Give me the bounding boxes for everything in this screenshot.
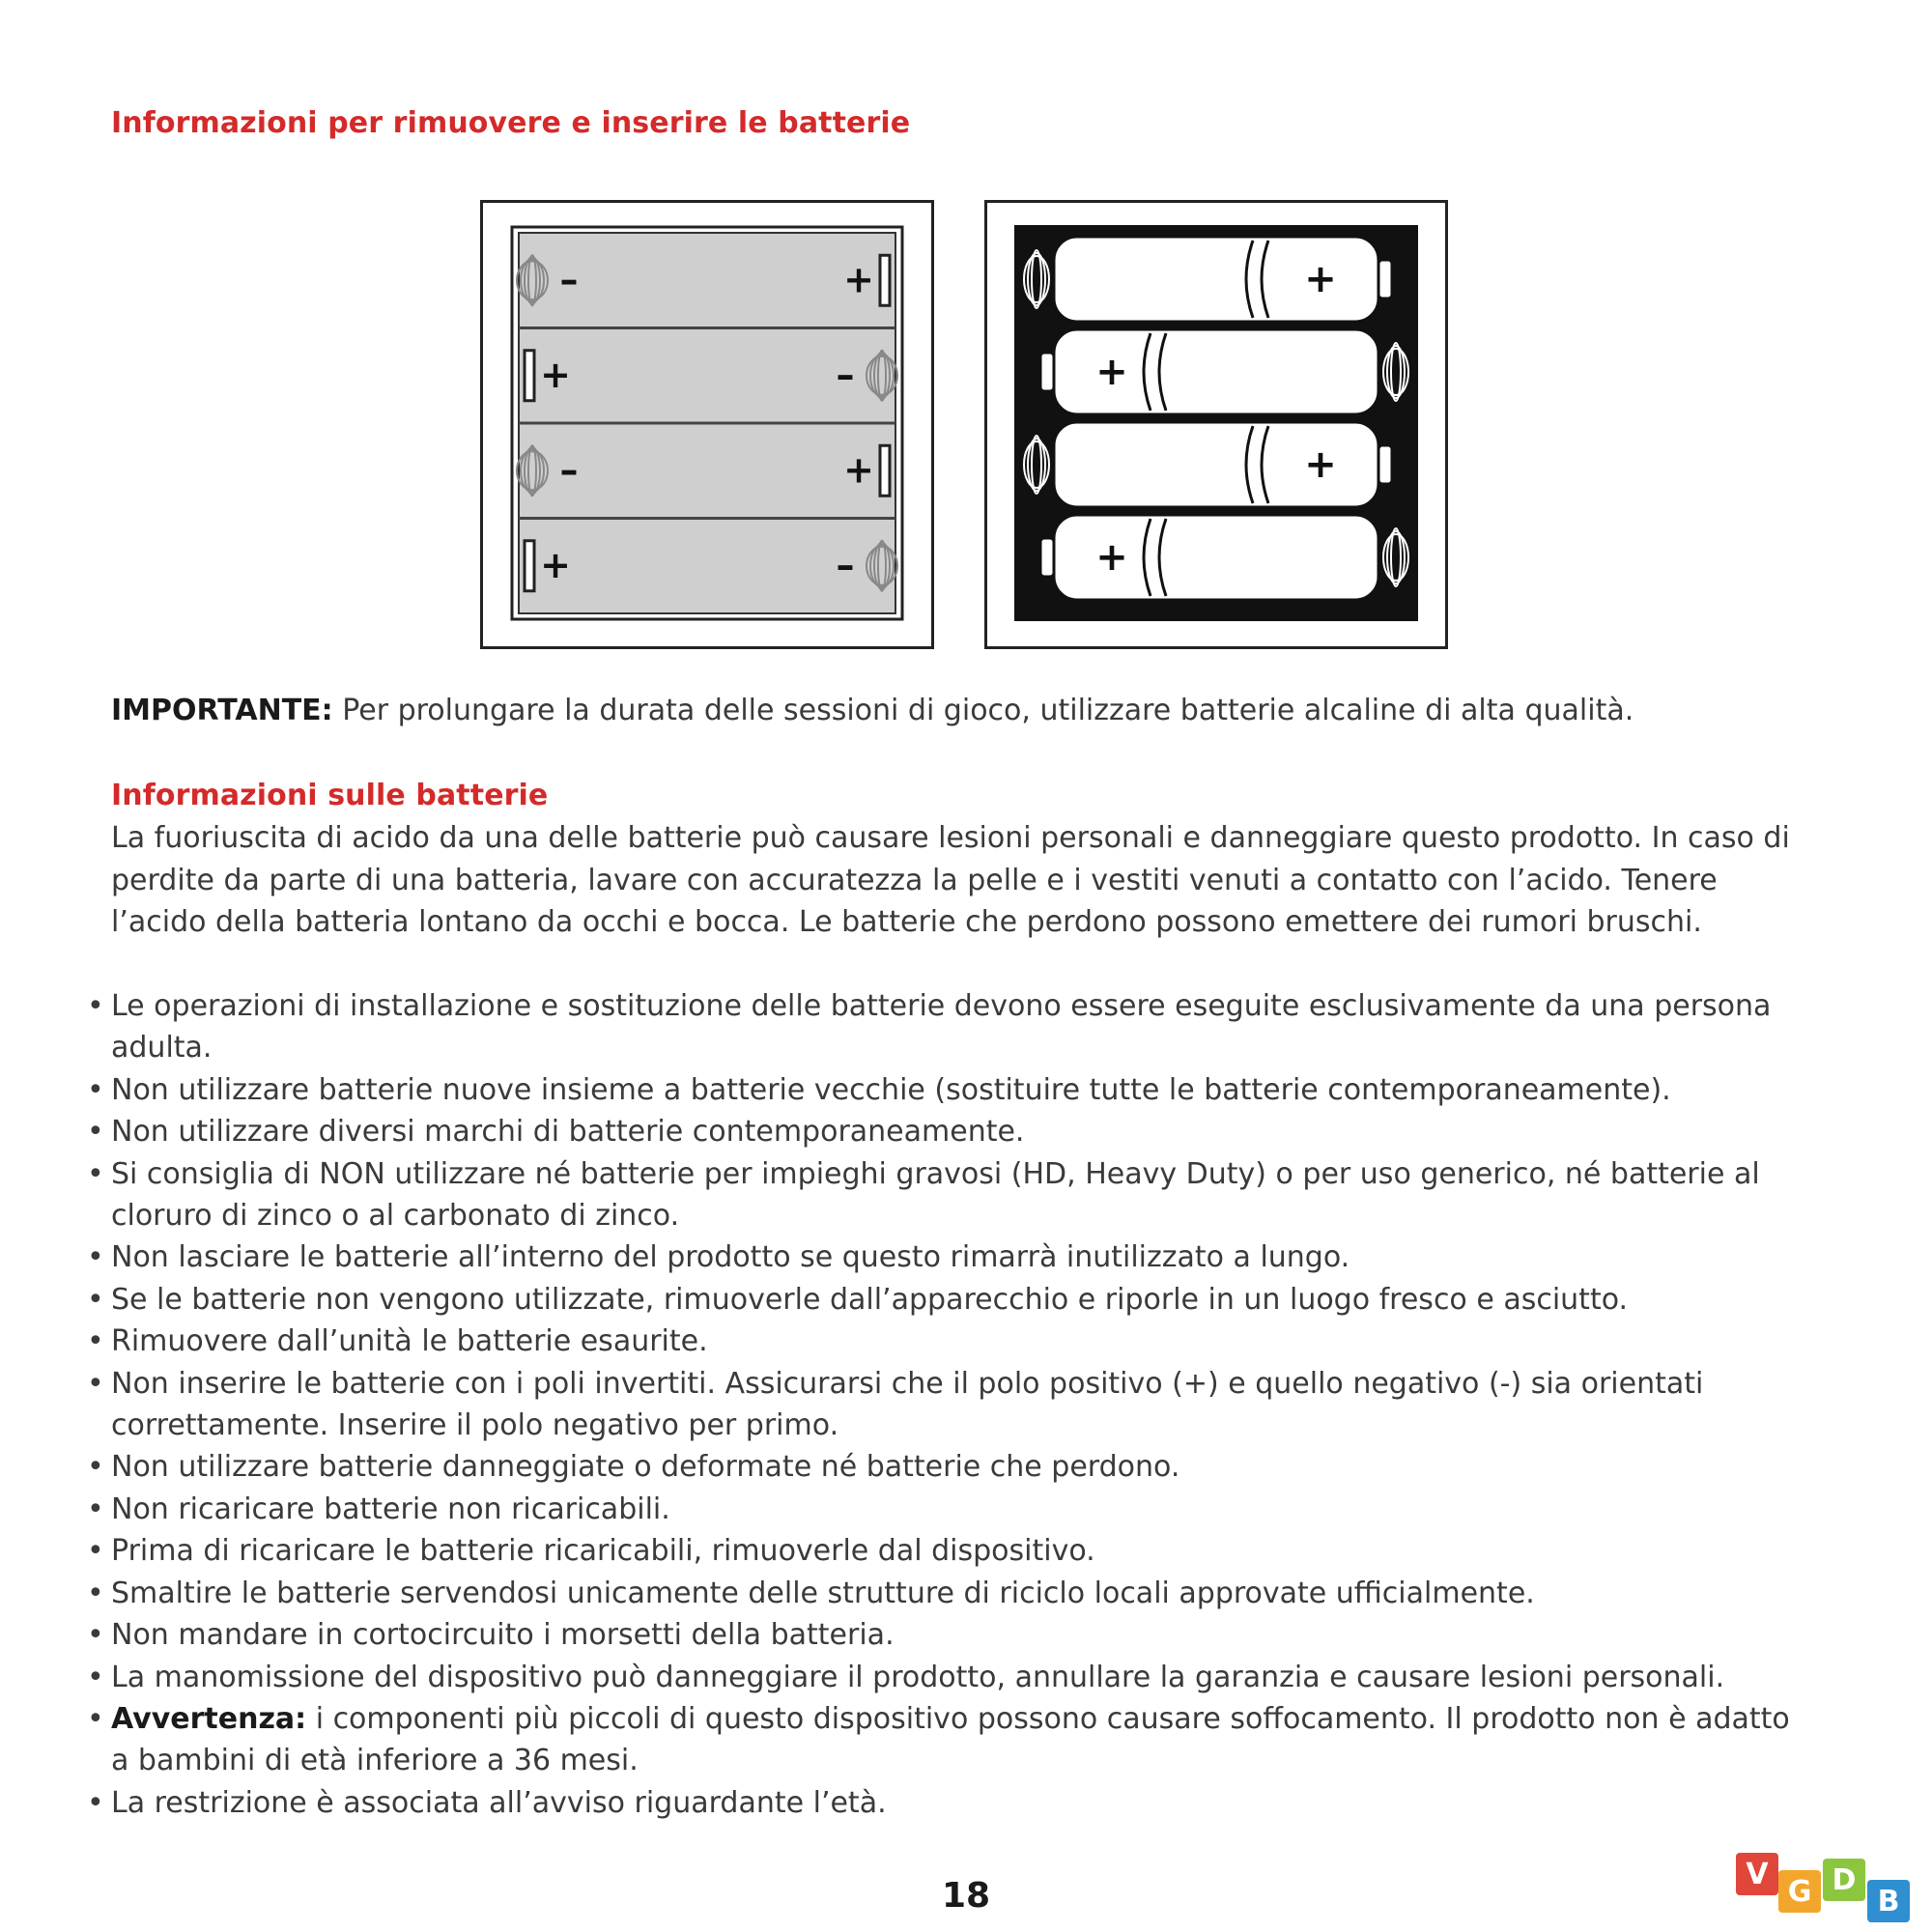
warning-item (111, 1698, 1811, 1782)
list-item: • La manomissione del dispositivo può danneggiare il prodotto, annullare la garanzia e causare lesioni personali. (111, 1657, 1811, 1698)
section-title-battery-info: Informazioni sulle batterie (111, 779, 549, 812)
logo-letter: D (1832, 1863, 1857, 1897)
polarity-label: – (559, 258, 579, 301)
list-item: • La restrizione è associata all’avviso riguardante l’età. (111, 1782, 1811, 1824)
battery-compartment-filled-figure (984, 200, 1448, 649)
logo-letter: B (1877, 1885, 1900, 1918)
list-item: • Se le batterie non vengono utilizzate, rimuoverle dall’apparecchio e riporle in un luogo fresco e asciutto. (111, 1279, 1811, 1321)
polarity-label: + (540, 353, 571, 396)
important-note (111, 694, 1811, 727)
page-number: 18 (941, 1876, 991, 1916)
polarity-label: + (540, 543, 571, 586)
warning-text: i componenti più piccoli di questo dispositivo possono causare soffocamento. Il prodotto non è adatto a bambini di età inferiore a 36 mesi. (111, 1701, 1790, 1778)
list-item: • Le operazioni di installazione e sostituzione delle batterie devono essere eseguite esclusivamente da una persona adulta. (111, 985, 1811, 1069)
important-label: IMPORTANTE: (111, 694, 333, 727)
battery (1040, 515, 1408, 600)
battery (1024, 422, 1392, 507)
section-title-remove-insert: Informazioni per rimuovere e inserire le batterie (111, 106, 911, 140)
polarity-label: + (1095, 350, 1128, 394)
polarity-label: + (843, 258, 874, 301)
polarity-label: – (836, 353, 855, 396)
polarity-label: + (1095, 535, 1128, 580)
list-item: • Prima di ricaricare le batterie ricaricabili, rimuoverle dal dispositivo. (111, 1530, 1811, 1572)
polarity-label: + (843, 448, 874, 492)
list-item: • Si consiglia di NON utilizzare né batterie per impieghi gravosi (HD, Heavy Duty) o per uso generico, né batterie al cloruro di zinco o al carbonato di zinco. (111, 1153, 1811, 1237)
logo-letter: V (1746, 1858, 1769, 1891)
warning-label: Avvertenza: (111, 1701, 307, 1736)
list-item: • Non utilizzare diversi marchi di batterie contemporaneamente. (111, 1111, 1811, 1152)
important-text: Per prolungare la durata delle sessioni di gioco, utilizzare batterie alcaline di alta qualità. (332, 694, 1634, 727)
list-item: • Rimuovere dall’unità le batterie esaurite. (111, 1321, 1811, 1362)
logo-letter: G (1787, 1875, 1812, 1909)
battery (1024, 237, 1392, 322)
list-item: • Non utilizzare batterie nuove insieme a batterie vecchie (sostituire tutte le batterie contemporaneamente). (111, 1069, 1811, 1111)
vgdb-logo (1734, 1853, 1927, 1932)
battery-info-paragraph: La fuoriuscita di acido da una delle batterie può causare lesioni personali e danneggiare questo prodotto. In caso di perdite da parte di una batteria, lavare con accuratezza la pelle e i vestiti venuti a contatto con l’acido. Tenere l’acido della batteria lontano da occhi e bocca. Le batterie che perdono possono emettere dei rumori bruschi. (111, 821, 1790, 939)
list-item: • Non lasciare le batterie all’interno del prodotto se questo rimarrà inutilizzato a lungo. (111, 1236, 1811, 1278)
list-item: • Non ricaricare batterie non ricaricabili. (111, 1489, 1811, 1530)
list-item: • Non mandare in cortocircuito i morsetti della batteria. (111, 1614, 1811, 1656)
polarity-label: – (559, 448, 579, 492)
polarity-label: + (1304, 257, 1337, 301)
list-item: • Non inserire le batterie con i poli invertiti. Assicurarsi che il polo positivo (+) e quello negativo (-) sia orientati correttamente. Inserire il polo negativo per primo. (111, 1363, 1811, 1447)
battery-compartment-empty-figure (480, 200, 934, 649)
polarity-label: + (1304, 442, 1337, 487)
list-item: • Smaltire le batterie servendosi unicamente delle strutture di riciclo locali approvate ufficialmente. (111, 1573, 1811, 1614)
battery-precautions-list (111, 985, 1811, 1824)
list-item: • Non utilizzare batterie danneggiate o deformate né batterie che perdono. (111, 1446, 1811, 1488)
battery (1040, 329, 1408, 414)
polarity-label: – (836, 543, 855, 586)
